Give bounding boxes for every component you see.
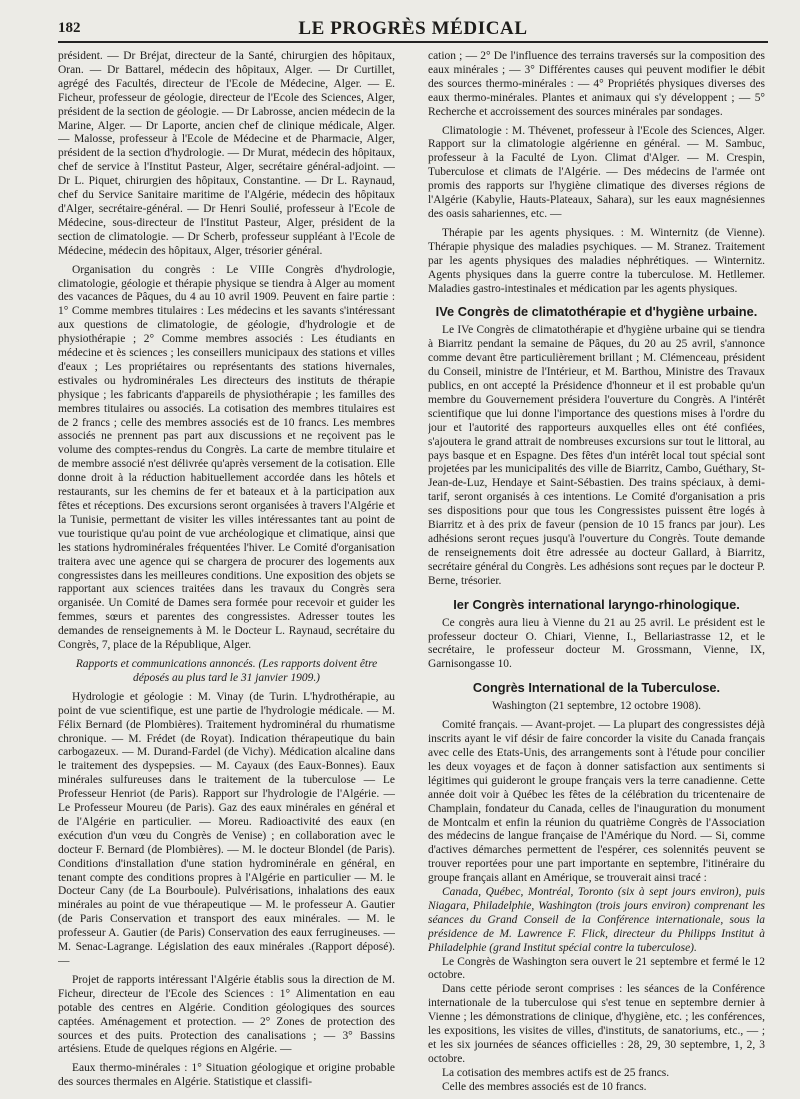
washington-dates-line: Washington (21 septembre, 12 octobre 1908). xyxy=(491,700,702,713)
right-column xyxy=(428,50,765,1090)
committee-members-paragraph: président. — Dr Bréjat, directeur de la Santé, chirurgien des hôpitaux, Oran. — Dr Battarel, médecin des hôpitaux, Alger. — Dr Curtillet, agrégé des Facultés, directeur de l'Ecole de Médecine, Alger. — E. Ficheur, professeur de géologie, directeur de l'Ecole des Sciences, Alger, président de la section de géologie. — Dr Labrosse, ancien médecin de la Marine, Alger. — Dr Laporte, ancien chef de clinique médicale, Alger. — Malosse, professeur à l'Ecole de Médecine et de Pharmacie, Alger, président de la section d'hydrologie. — Dr Murat, médecin des hôpitaux, chef de service à l'Institut Pasteur, Alger, secrétaire général-adjoint. — Dr L. Piquet, chirurgien des hôpitaux, Constantine. — Dr L. Raynaud, chef du Service Sanitaire maritime de l'Algérie, médecin des hôpitaux d'Alger, secrétaire-général. — Dr Henri Soulié, professeur à l'Ecole de Médecine, sous-directeur de l'Institut Pasteur, Alger, président de la section de climatologie. — Dr Scherb, professeur suppléant à l'Ecole de Médecine, médecin des hôpitaux, Alger, trésorier général. xyxy=(58,50,395,257)
reports-announced-paragraph: Rapports et communications annoncés. (Les rapports doivent être déposés au plus tard le 31 janvier 1909.) xyxy=(75,657,378,684)
climatotherapy-congress-paragraph: Le IVe Congrès de climatothérapie et d'hygiène urbaine qui se tiendra à Biarritz pendant la semaine de Pâques, du 20 au 25 avril, s'annonce comme devant être particulièrement brillant ; M. Clémenceau, président du Conseil, ministre de l'Intérieur, et M. Barthou, Ministre des Travaux publics, en ont accepté la Présidence d'honneur et il est probable qu'un membre du Gouvernement présidera l'ouverture du Congrès. A l'intérêt scientifique que lui donne l'importance des questions mises à l'ordre du jour et l'autorité des rapporteurs auxquelles elles ont été confiées, s'ajoutera le grand attrait de nombreuses excursions sur tout le littoral, au pays basque et en Espagne. Des fêtes d'un intérêt local tout spécial sont projetées par les municipalités des ville de Biarritz, Cambo, Guéthary, St-Jean-de-Luz, Hendaye et Saint-Sébastien. Des trains spéciaux, à demi-tarif, seront organisés à ces intentions. Le Comité d'organisation a pris ses dispositions pour que tous les Congressistes puissent être logés à Biarritz et à des prix de faveur (pension de 10 15 francs par jour). Les adhésions seront reçues jusqu'à l'ouverture du Congrès. Toute demande de renseignements doit être adressée au docteur Gallard, à Biarritz, secrétaire général du Congrès. Les adhésions sont reçues par le docteur P. Berne, trésorier. xyxy=(428,324,765,587)
climatotherapy-congress-heading: IVe Congrès de climatothérapie et d'hygiène urbaine. xyxy=(435,304,758,320)
itinerary-paragraph: Canada, Québec, Montréal, Toronto (six à sept jours environ), puis Niagara, Philadelphie, Washington (trois jours environ) comprenant les séances du Grand Conseil de la Conférence internationale, sous la présidence de M. Lawrence F. Flick, directeur du Philipps Institut à Philadelphie (grand Institut spécial contre la tuberculose). xyxy=(428,886,765,954)
tuberculosis-congress-heading: Congrès International de la Tuberculose. xyxy=(472,680,721,696)
hydrology-geology-paragraph: Hydrologie et géologie : M. Vinay (de Turin. L'hydrothérapie, au point de vue scientifique, est une partie de l'hydrologie médicale. — M. Félix Bernard (de Plombières). Traitement hydrominéral du rhumatisme chronique. — M. Frédet (de Royat). Indication thérapeutique du bain carbogazeux. — M. Durand-Fardel (de Vichy). Médication alcaline dans le traitement des dyspepsies. — M. Cayaux (des Eaux-Bonnes). Eaux minérales sulfureuses dans le traitement de la tuberculose — Le Professeur Henriot (de Paris). Rapport sur l'hydrologie de l'Algérie. — Le Professeur Moureu (de Paris). Gaz des eaux minérales en général et de l'Algérie en particulier. — Moreu. Radioactivité des eaux (en exécution d'un vœu du Congrès de Venise) ; en collaboration avec le docteur F. Bernard (de Plombières). — M. le docteur Blondel (de Paris). Conditions d'installation d'une station hydrominérale en général, en tenant compte des conditions propres à l'Algérie en particulier — M. le Docteur Cany (de La Bourboule). Pulvérisations, inhalations des eaux minérales au point de vue thérapeutique — M. le professeur A. Gautier (de Paris Conservation et transport des eaux minérales. — M. le professeur A. Gautier (de Paris) Conservation des eaux ferrugineuses. — M. Senac-Lagrange. Législation des eaux minérales .(Rapport déposé). — xyxy=(58,690,395,967)
algeria-reports-paragraph: Projet de rapports intéressant l'Algérie établis sous la direction de M. Ficheur, directeur de l'Ecole des Sciences : 1° Alimentation en eau potable des centres en Algérie. Condition géologiques des sources captées. Aménagement et protection. — 2° Zones de protection des sources et des puits. Protection des canalisations ; — 3° Bassins artésiens. Etude de quelques régions en Algérie. — xyxy=(58,973,395,1056)
classification-continuation-paragraph: cation ; — 2° De l'influence des terrains traversés sur la composition des eaux minérales ; — 3° Différentes causes qui peuvent modifier le débit des sources thermo-minérales : — 4° Propriétés physiques diverses des eaux thermo-minérales. Plantes et animaux qui s'y développent ; — 5° Recherche et accroissement des sources minérales par sondages. xyxy=(428,50,765,118)
french-committee-paragraph: Comité français. — Avant-projet. — La plupart des congressistes déjà inscrits ayant le vif désir de faire concorder la visite du Canada français avec celle des Etats-Unis, des arrangements sont à l'étude pour concilier les deux voyages et de façon à donner satisfaction aux sentiments si légitimes qui guideront le groupe français vers la terre canadienne. Cette année doit voir à Québec les fêtes de la célébration du tricentenaire de Champlain, fondateur du Canada, celles de l'inauguration du monument de Montcalm et enfin la réunion du quatrième Congrès de l'Association des médecins de langue française de l'Amérique du Nord. — Si, comme d'actives démarches permettent de l'espérer, ces solennités peuvent se trouver reportées pour une part importante en septembre, l'itinéraire du groupe français allant en Amérique, se trouverait ainsi tracé : xyxy=(428,719,765,885)
washington-congress-dates-paragraph: Le Congrès de Washington sera ouvert le 21 septembre et fermé le 12 octobre. xyxy=(428,955,765,982)
climatology-paragraph: Climatologie : M. Thévenet, professeur à l'Ecole des Sciences, Alger. Rapport sur la climatologie algérienne en général. — M. Sambuc, professeur à la Faculté de Lyon. Climat d'Alger. — M. Crespin, Tuberculose et climats de l'Algérie. — Des médecins de l'armée ont promis des rapports sur l'hygiène climatique des diverses régions de l'Algérie (Kabylie, Hauts-Plateaux, Sahara), sur les eaux magnésiennes des oasis sahariennes, etc. — xyxy=(428,124,765,220)
thermo-mineral-waters-paragraph: Eaux thermo-minérales : 1° Situation géologique et origine probable des sources thermales en Algérie. Statistique et classifi- xyxy=(58,1062,395,1089)
laryngo-rhinology-congress-heading: Ier Congrès international laryngo-rhinologique. xyxy=(453,596,740,612)
journal-title: LE PROGRÈS MÉDICAL xyxy=(298,18,528,39)
page-header xyxy=(58,16,768,44)
header-rule xyxy=(58,41,768,43)
associate-members-fee-paragraph: Celle des membres associés est de 10 francs. xyxy=(442,1080,647,1090)
physical-therapy-paragraph: Thérapie par les agents physiques. : M. Winternitz (de Vienne). Thérapie physique des maladies psychiques. — M. Stranez. Traitement par les agents physiques des maladies néphrétiques. — Winternitz. Agents physiques dans la guerre contre la tuberculose. M. Hetllemer. Maladies gastro-intestinales et médication par les agents physiques. xyxy=(428,226,765,295)
laryngo-rhinology-congress-paragraph: Ce congrès aura lieu à Vienne du 21 au 25 avril. Le président est le professeur docteur O. Chiari, Vienne, I., Bellariastrasse 12, et le secrétaire, le professeur docteur M. Grossmann, Vienne, IX, Garnisongasse 10. xyxy=(428,616,765,671)
conference-period-paragraph: Dans cette période seront comprises : les séances de la Conférence internationale de la tuberculose qui s'est tenue en septembre dernier à Vienne ; les démonstrations de clinique, d'hygiène, etc. ; les conférences, les expositions, les visites de villes, d'instituts, de sanatoriums, etc., — ; et les six journées de séances officielles : 28, 29, 30 septembre, 1, 2, 3 octobre. xyxy=(428,983,765,1065)
active-members-fee-paragraph: La cotisation des membres actifs est de 25 francs. xyxy=(442,1066,670,1079)
page-number: 182 xyxy=(58,20,81,36)
left-column xyxy=(58,50,395,1090)
congress-organization-paragraph: Organisation du congrès : Le VIIIe Congrès d'hydrologie, climatologie, géologie et thérapie physique se tiendra à Alger au moment des vacances de Pâques, du 4 au 10 avril 1909. Peuvent en faire partie : 1° Comme membres titulaires : Les médecins et les savants s'intéressant aux questions de climatologie, de géologie, d'hydrologie et de physiothérapie ; 2° Comme membres associés : Les étudiants en médecine et ès sciences ; les conseillers municipaux des stations et villes d'eaux ; Les propriétaires ou représentants des stations hivernales, estivales ou hydrominérales Les directeurs des instituts de thérapie physique ; les fabricants d'appareils de physiothérapie ; les familles des membres titulaires ou associés. La cotisation des membres titulaires est de 2 francs ; celle des membres associés est de 10 francs. Les membres associés ne prennent pas part aux discussions et ne reçoivent pas le volume des comptes-rendus du Congrès. La carte de membre titulaire et de membre associé n'est délivrée qu'après versement de la cotisation. Elle donne droit à la réduction habituellement accordée dans les hôtels et restaurants, sur les chemins de fer et bateaux et à la participation aux fêtes et réceptions. Des excursions seront organisées à travers l'Algérie et la Tunisie, permettant de visiter les villes intéressantes tant au point de vue touristique qu'au point de vue archéologique et climatique, ainsi que les stations hydrominérales fréquentées l'hiver. Le Comité d'organisation traitera avec une agence qui se chargera de procurer des logements aux congressistes dans les meilleures conditions. Une exposition des objets se rapportant aux sciences traitées dans les travaux du Congrès sera organisée. Un Comité de Dames sera formée pour recevoir et guider les femmes, sœurs et parentes des congressistes. Adresser toutes les demandes de renseignements à M. le Docteur L. Raynaud, secrétaire du Congrès, 7, place de la République, Alger. xyxy=(58,263,395,652)
